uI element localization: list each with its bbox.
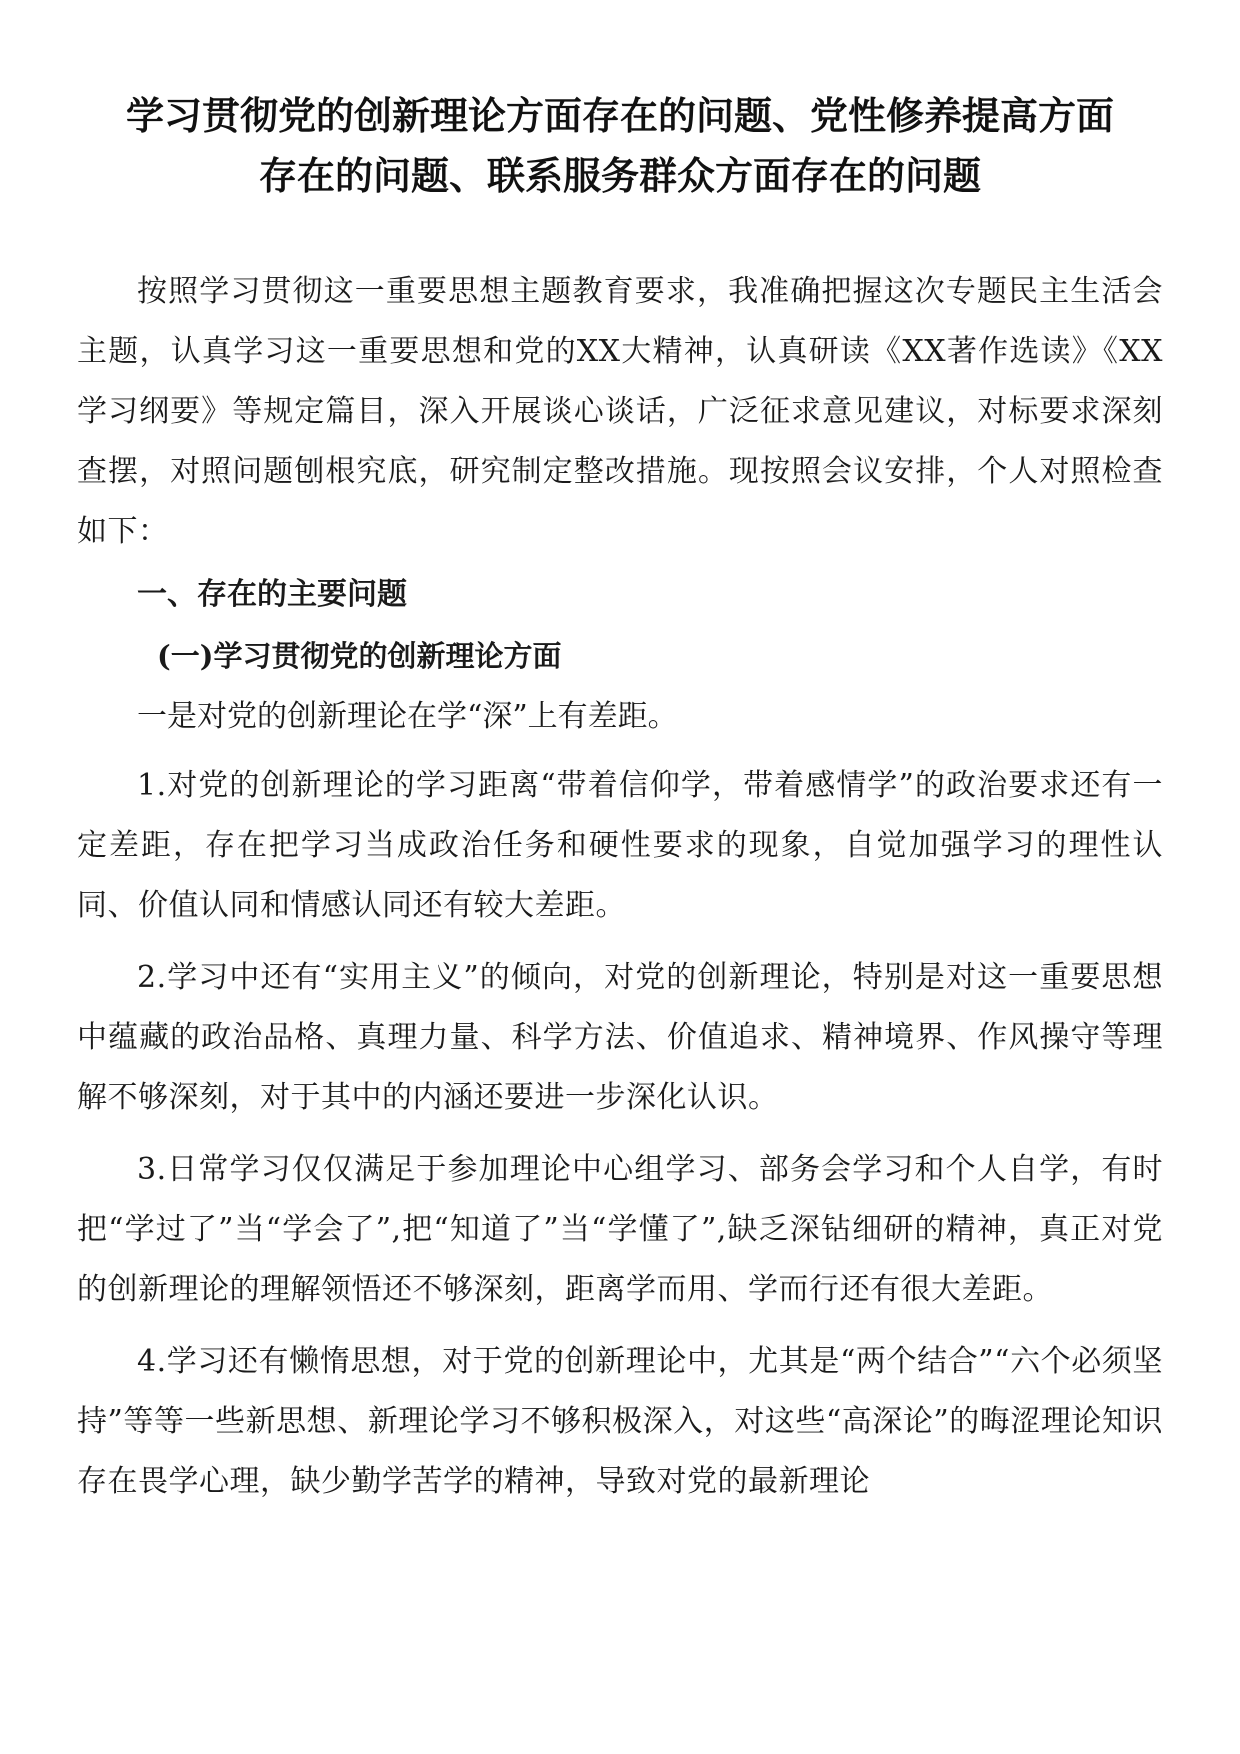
point-lead: 一是对党的创新理论在学“深”上有差距。 bbox=[137, 699, 678, 734]
title-line-2: 存在的问题、联系服务群众方面存在的问题 bbox=[258, 154, 981, 198]
list-item: 4.学习还有懒惰思想，对于党的创新理论中，尤其是“两个结合”“六个必须坚持”等等一些新思想、新理论学习不够积极深入，对这些“高深论”的晦涩理论知识存在畏学心理，缺少勤学苦学的精神，导致对党的最新理论 bbox=[77, 1344, 1163, 1499]
document-title bbox=[60, 86, 1180, 206]
list-item: 1.对党的创新理论的学习距离“带着信仰学，带着感情学”的政治要求还有一定差距，存在把学习当成政治任务和硬性要求的现象，自觉加强学习的理性认同、价值认同和情感认同还有较大差距。 bbox=[77, 768, 1163, 923]
list-item: 2.学习中还有“实用主义”的倾向，对党的创新理论，特别是对这一重要思想中蕴藏的政治品格、真理力量、科学方法、价值追求、精神境界、作风操守等理解不够深刻，对于其中的内涵还要进一步深化认识。 bbox=[77, 960, 1163, 1115]
intro-paragraph: 按照学习贯彻这一重要思想主题教育要求，我准确把握这次专题民主生活会主题，认真学习这一重要思想和党的XX大精神，认真研读《XX著作选读》《XX学习纲要》等规定篇目，深入开展谈心谈话，广泛征求意见建议，对标要求深刻查摆，对照问题刨根究底，研究制定整改措施。现按照会议安排，个人对照检查如下： bbox=[77, 274, 1163, 549]
section-heading: 一、存在的主要问题 bbox=[137, 577, 407, 612]
document-body bbox=[77, 262, 1163, 1512]
list-item: 3.日常学习仅仅满足于参加理论中心组学习、部务会学习和个人自学，有时把“学过了”当“学会了”,把“知道了”当“学懂了”,缺乏深钻细研的精神，真正对党的创新理论的理解领悟还不够深刻，距离学而用、学而行还有很大差距。 bbox=[77, 1152, 1163, 1307]
subsection-heading: (一)学习贯彻党的创新理论方面 bbox=[157, 639, 562, 673]
title-line-1: 学习贯彻党的创新理论方面存在的问题、党性修养提高方面 bbox=[125, 94, 1114, 138]
